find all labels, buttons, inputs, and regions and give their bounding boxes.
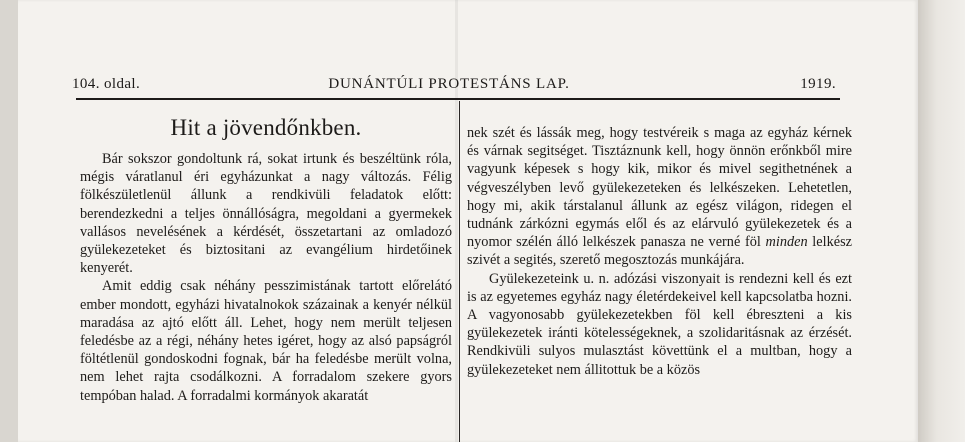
paragraph	[467, 124, 852, 270]
column-divider	[459, 101, 460, 442]
paragraph-text: lelkész szivét a segités, szerető megosztozás munkájára.	[467, 234, 852, 269]
paragraph: Bár sokszor gondoltunk rá, sokat irtunk és beszéltünk róla, mégis váratlanul éri egyházunkat a nagy változás. Félig fölkészületlenül állunk a rendkivüli feladatok előtt: berendezkedni a teljes önnállóságra, megoldani a gyermekek vallásos nevelésének a kérdését, összetartani az omladozó gyülekezeteket és biztositani az evangélium hirdetőinek kenyerét.	[80, 151, 452, 277]
left-column	[80, 106, 452, 405]
header-rule	[76, 98, 840, 100]
page-number: 104. oldal.	[72, 76, 141, 92]
page-fold-shadow	[455, 0, 458, 442]
running-head	[58, 74, 840, 94]
publication-title: DUNÁNTÚLI PROTESTÁNS LAP.	[328, 76, 570, 92]
emphasis-text: minden	[765, 234, 808, 251]
article-title: Hit a jövendőnkben.	[170, 115, 362, 140]
paragraph: Amit eddig csak néhány pesszimistának tartott előrelátó ember mondott, egyházi hivatalnokok százainak a kenyér nélkül maradása az ajtó előtt áll. Lehet, hogy nem merült teljesen feledésbe az a régi, néhány hetes igéret, hogy az alsó papságról föltétlenül gondoskodni fognak, bár ha feledésbe merült volna, nem lehet rajta csodálkozni. A forradalom szekere gyors tempóban halad. A forradalmi kormányok akaratát	[80, 278, 452, 404]
facing-page-edge	[918, 0, 965, 442]
paragraph-text: nek szét és lássák meg, hogy testvéreik s maga az egyház kérnek és várnak segitséget. Tisztáznunk kell, hogy önnön erőnkből mire vagyunk képesek s hogy kik, mikor és mivel segithetnének a végveszélyben levő gyülekezeteken és lelkészeken. Lehetetlen, hogy mi, akik társtalanul állunk az egész világon, ridegen el tudnánk zárkózni egymás elől és az elárvuló gyülekezetek és a nyomor szélén álló lelkészek panasza ne verné föl	[467, 125, 852, 251]
paragraph: Gyülekezeteink u. n. adózási viszonyait is rendezni kell és ezt is az egyetemes egyház nagy életérdekeivel kell kapcsolatba hozni. A vagyonosabb gyülekezetekben föl kell ébreszteni a kis gyülekezetek iránti kötelességeknek, a szolidaritásnak az érzését. Rendkivüli sulyos mulasztást követtünk el a multban, hogy a gyülekezeteket nem állitottuk be a közös	[467, 270, 852, 378]
right-column	[467, 124, 852, 379]
publication-year: 1919.	[800, 76, 836, 92]
